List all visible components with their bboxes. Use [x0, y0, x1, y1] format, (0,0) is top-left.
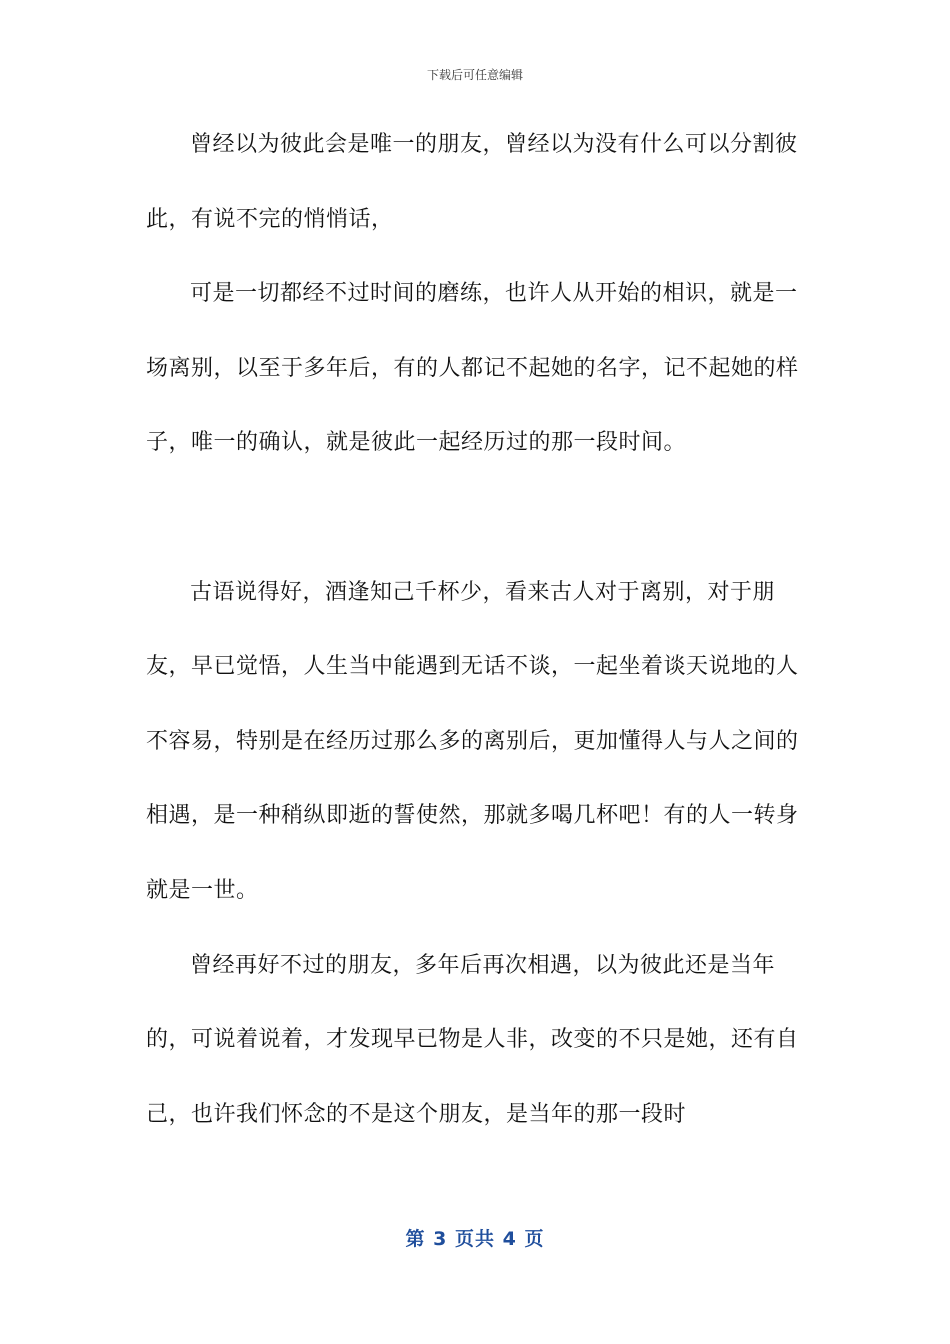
page-footer: 第 3 页共 4 页 [405, 1228, 545, 1250]
blank-line [146, 481, 814, 556]
paragraph-3: 古语说得好，酒逢知己千杯少，看来古人对于离别，对于朋友，早已觉悟，人生当中能遇到无话不谈，一起坐着谈天说地的人不容易，特别是在经历过那么多的离别后，更加懂得人与人之间的相遇，是一种稍纵即逝的誓使然，那就多喝几杯吧！有的人一转身就是一世。 [146, 579, 799, 903]
paragraph-4: 曾经再好不过的朋友，多年后再次相遇，以为彼此还是当年的，可说着说着，才发现早已物是人非，改变的不只是她，还有自己，也许我们怀念的不是这个朋友，是当年的那一段时 [146, 952, 799, 1127]
document-body [146, 108, 814, 1152]
paragraph-2: 可是一切都经不过时间的磨练，也许人从开始的相识，就是一场离别，以至于多年后，有的人都记不起她的名字，记不起她的样子，唯一的确认，就是彼此一起经历过的那一段时间。 [146, 281, 799, 456]
paragraph-1: 曾经以为彼此会是唯一的朋友，曾经以为没有什么可以分割彼此，有说不完的悄悄话， [146, 132, 798, 232]
page-header: 下载后可任意编辑 [426, 68, 523, 82]
